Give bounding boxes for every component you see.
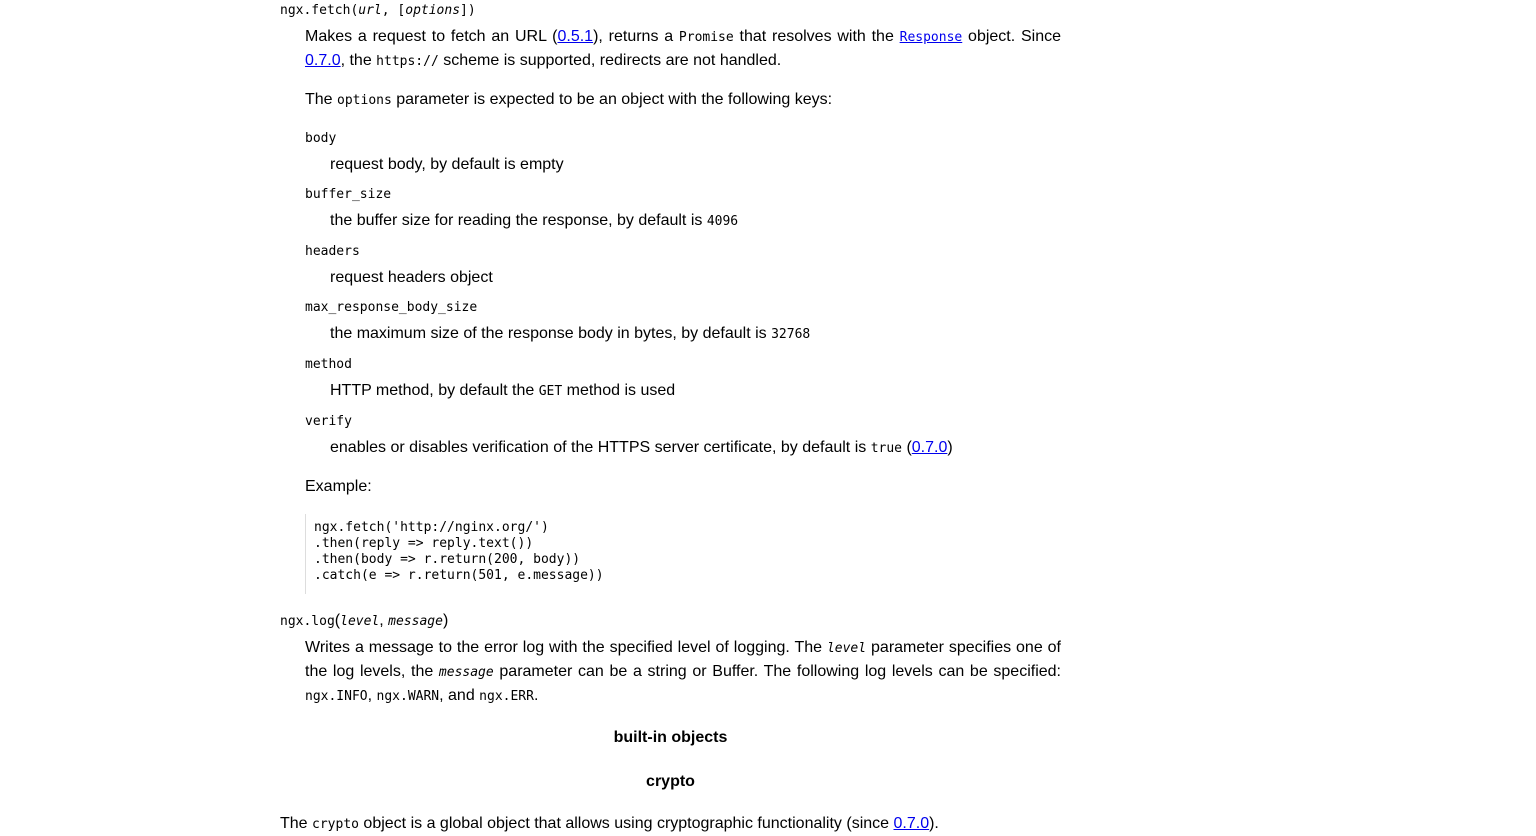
option-desc-text: enables or disables verification of the HTTPS server certificate, by default is bbox=[330, 439, 871, 456]
heading-crypto: crypto bbox=[646, 773, 695, 790]
example-label bbox=[305, 475, 1061, 498]
https-code: https:// bbox=[376, 54, 439, 69]
text: , and bbox=[439, 687, 480, 704]
fetch-sep: , [ bbox=[381, 3, 406, 18]
message-code: message bbox=[438, 665, 494, 680]
code-line: ngx.fetch('http://nginx.org/') bbox=[314, 520, 549, 535]
option-desc-text: request headers object bbox=[330, 269, 493, 286]
text: object is a global object that allows using cryptographic functionality (since bbox=[358, 815, 894, 832]
option-desc-text: the maximum size of the response body in bytes, by default is bbox=[330, 325, 772, 342]
options-code: options bbox=[337, 93, 392, 108]
option-key-body bbox=[305, 128, 336, 149]
fetch-arg-url: url bbox=[358, 3, 382, 18]
text: The bbox=[305, 91, 338, 108]
sep: , bbox=[379, 612, 389, 629]
option-desc-method bbox=[330, 379, 675, 403]
option-desc-tail: ( bbox=[902, 439, 912, 456]
paren: ( bbox=[334, 612, 341, 629]
option-key-verify bbox=[305, 411, 352, 432]
option-key-text: max_response_body_size bbox=[305, 300, 478, 315]
heading-built-in-objects: built-in objects bbox=[613, 729, 728, 746]
example-code-block bbox=[305, 514, 1045, 594]
log-level-info: ngx.INFO bbox=[305, 689, 368, 704]
option-key-max-response-body-size bbox=[305, 297, 477, 318]
text: object. Since bbox=[962, 28, 1061, 45]
response-link[interactable] bbox=[900, 28, 963, 45]
version-link-0-7-0[interactable]: 0.7.0 bbox=[893, 815, 930, 832]
option-key-text: method bbox=[305, 357, 352, 372]
option-default-code: 32768 bbox=[771, 327, 811, 342]
option-desc-tail: ) bbox=[947, 439, 953, 456]
text: that resolves with the bbox=[733, 28, 900, 45]
option-desc-text: the buffer size for reading the response, by default is bbox=[330, 212, 707, 229]
crypto-intro bbox=[280, 812, 1061, 836]
promise-code: Promise bbox=[678, 30, 734, 45]
option-desc-body bbox=[330, 153, 564, 176]
version-link-0-7-0[interactable]: 0.7.0 bbox=[305, 52, 341, 69]
option-key-method bbox=[305, 354, 352, 375]
fetch-description bbox=[305, 25, 1061, 73]
code-line: .then(reply => reply.text()) bbox=[314, 536, 534, 551]
text: , the bbox=[340, 52, 377, 69]
option-desc-max-response-body-size bbox=[330, 322, 810, 346]
text: , bbox=[367, 687, 377, 704]
option-default-code: GET bbox=[538, 384, 563, 399]
fetch-arg-options: options bbox=[405, 3, 461, 18]
option-desc-text: request body, by default is empty bbox=[330, 156, 564, 173]
option-key-text: buffer_size bbox=[305, 187, 392, 202]
text: . bbox=[533, 687, 539, 704]
text: parameter specifies one of the log levels, the bbox=[305, 639, 1062, 680]
option-default-code: true bbox=[870, 441, 902, 456]
version-link-0-5-1[interactable]: 0.5.1 bbox=[557, 28, 594, 45]
log-description bbox=[305, 636, 1061, 708]
option-desc-tail: method is used bbox=[562, 382, 676, 399]
option-desc-headers bbox=[330, 266, 493, 289]
paren: ) bbox=[442, 612, 449, 629]
log-level-err: ngx.ERR bbox=[479, 689, 534, 704]
log-arg-message: message bbox=[388, 614, 443, 629]
fetch-name: ngx.fetch( bbox=[280, 3, 359, 18]
options-intro bbox=[305, 88, 1061, 112]
example-code bbox=[314, 520, 1045, 584]
text: Example: bbox=[305, 478, 372, 495]
text: ), returns a bbox=[593, 28, 679, 45]
text: The bbox=[280, 815, 313, 832]
code-line: .catch(e => r.return(501, e.message)) bbox=[314, 568, 604, 583]
version-link-0-7-0[interactable]: 0.7.0 bbox=[911, 439, 948, 456]
level-code: level bbox=[826, 641, 867, 656]
option-key-text: headers bbox=[305, 244, 360, 259]
text: parameter can be a string or Buffer. The following log levels can be specified: bbox=[493, 663, 1061, 680]
option-desc-buffer-size bbox=[330, 209, 738, 233]
option-key-text: verify bbox=[305, 414, 352, 429]
fetch-close: ]) bbox=[460, 3, 476, 18]
code-line: .then(body => r.return(200, body)) bbox=[314, 552, 581, 567]
text: parameter is expected to be an object with the following keys: bbox=[391, 91, 833, 108]
log-arg-level: level bbox=[340, 614, 380, 629]
option-key-buffer-size bbox=[305, 184, 391, 205]
crypto-code: crypto bbox=[312, 817, 359, 832]
text: scheme is supported, redirects are not handled. bbox=[438, 52, 782, 69]
option-desc-verify bbox=[330, 436, 953, 460]
log-name: ngx.log bbox=[280, 614, 335, 629]
log-level-warn: ngx.WARN bbox=[376, 689, 440, 704]
text: Makes a request to fetch an URL ( bbox=[305, 28, 558, 45]
response-link-text: Response bbox=[899, 30, 963, 45]
fetch-signature bbox=[280, 0, 476, 21]
option-key-text: body bbox=[305, 131, 337, 146]
option-desc-text: HTTP method, by default the bbox=[330, 382, 539, 399]
text: Writes a message to the error log with the specified level of logging. The bbox=[305, 639, 827, 656]
option-key-headers bbox=[305, 241, 360, 262]
text: ). bbox=[929, 815, 939, 832]
option-default-code: 4096 bbox=[706, 214, 739, 229]
log-signature bbox=[280, 611, 448, 632]
